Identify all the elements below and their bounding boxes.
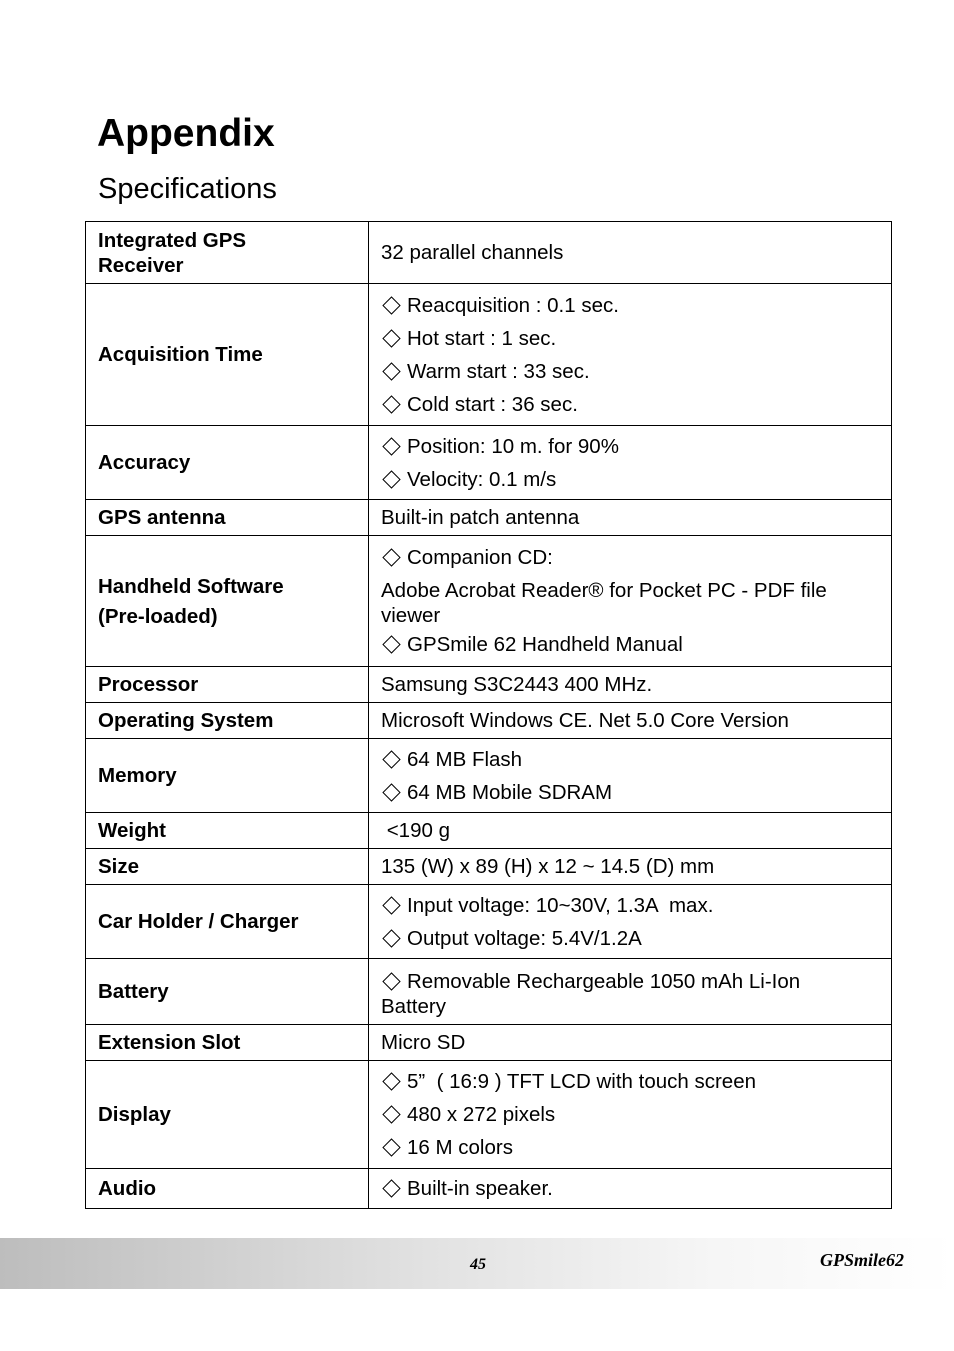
- spec-row: [86, 667, 892, 703]
- spec-value-bullet: [381, 541, 879, 574]
- spec-value: [369, 284, 892, 426]
- spec-label-line: Memory: [98, 764, 177, 787]
- spec-label-line: Accuracy: [98, 451, 191, 474]
- spec-value-bullet: [381, 776, 879, 809]
- spec-row: [86, 222, 892, 284]
- spec-value-text: 135 (W) x 89 (H) x 12 ~ 14.5 (D) mm: [381, 855, 715, 878]
- spec-row: [86, 849, 892, 885]
- spec-row: [86, 703, 892, 739]
- spec-value-text: Reacquisition : 0.1 sec.: [407, 293, 619, 317]
- spec-value-text: Adobe Acrobat Reader® for Pocket PC - PDF file: [381, 579, 827, 602]
- spec-row: [86, 739, 892, 813]
- specifications-table-body: [86, 222, 892, 1209]
- spec-label-line: Processor: [98, 673, 199, 696]
- spec-value-text: 64 MB Mobile SDRAM: [407, 780, 613, 804]
- spec-value-text: Warm start : 33 sec.: [407, 359, 590, 383]
- spec-value: [369, 222, 892, 284]
- diamond-bullet-icon: [382, 783, 400, 801]
- diamond-bullet-icon: [382, 635, 400, 653]
- spec-value-text: Velocity: 0.1 m/s: [407, 467, 557, 491]
- spec-row: [86, 500, 892, 536]
- spec-value-line: [381, 505, 879, 530]
- spec-label-line: Display: [98, 1103, 171, 1126]
- spec-value-text: Cold start : 36 sec.: [407, 392, 578, 416]
- spec-row: [86, 885, 892, 959]
- spec-value-bullet: [381, 743, 879, 776]
- spec-value-line: [381, 994, 879, 1019]
- spec-label-line: Size: [98, 855, 140, 878]
- spec-label: [86, 1061, 369, 1169]
- diamond-bullet-icon: [382, 362, 400, 380]
- spec-value-text: Removable Rechargeable 1050 mAh Li-Ion: [407, 969, 801, 993]
- spec-value-bullet: [381, 463, 879, 496]
- spec-label: [86, 703, 369, 739]
- spec-value: [369, 739, 892, 813]
- spec-label: [86, 1169, 369, 1209]
- spec-label-line: GPS antenna: [98, 506, 226, 529]
- diamond-bullet-icon: [382, 896, 400, 914]
- spec-label: [86, 222, 369, 284]
- spec-label-line: Car Holder / Charger: [98, 910, 299, 933]
- spec-value: [369, 813, 892, 849]
- spec-value-text: Samsung S3C2443 400 MHz.: [381, 673, 653, 696]
- spec-row: [86, 284, 892, 426]
- spec-value-text: Built-in patch antenna: [381, 506, 580, 529]
- spec-value-text: Companion CD:: [407, 546, 553, 569]
- spec-value-text: viewer: [381, 604, 441, 627]
- spec-value-text: Output voltage: 5.4V/1.2A: [407, 926, 642, 950]
- spec-value-text: GPSmile 62 Handheld Manual: [407, 633, 683, 656]
- spec-label: [86, 813, 369, 849]
- section-title: Specifications: [98, 173, 277, 205]
- spec-label-line: Weight: [98, 819, 166, 842]
- spec-value-bullet: [381, 922, 879, 955]
- spec-row: [86, 959, 892, 1025]
- spec-value-line: [381, 603, 879, 628]
- diamond-bullet-icon: [382, 470, 400, 488]
- page-title: Appendix: [97, 112, 275, 155]
- spec-value-bullet: [381, 1098, 879, 1131]
- diamond-bullet-icon: [382, 296, 400, 314]
- spec-label: [86, 284, 369, 426]
- spec-label: [86, 426, 369, 500]
- spec-row: [86, 1025, 892, 1061]
- spec-label: [86, 500, 369, 536]
- spec-label-line: Battery: [98, 980, 169, 1003]
- spec-value-text: Microsoft Windows CE. Net 5.0 Core Version: [381, 709, 789, 732]
- spec-value-bullet: [381, 1065, 879, 1098]
- spec-label: [86, 667, 369, 703]
- spec-value-bullet: [381, 430, 879, 463]
- spec-row: [86, 1061, 892, 1169]
- spec-value-line: [381, 1030, 879, 1055]
- diamond-bullet-icon: [382, 548, 400, 566]
- spec-value: [369, 885, 892, 959]
- spec-label: [86, 885, 369, 959]
- spec-value-text: 32 parallel channels: [381, 241, 564, 264]
- spec-value-bullet: [381, 1131, 879, 1164]
- diamond-bullet-icon: [382, 395, 400, 413]
- spec-value-line: [381, 708, 879, 733]
- spec-label-line: Extension Slot: [98, 1031, 241, 1054]
- spec-value-bullet: [381, 1176, 879, 1201]
- spec-value-bullet: [381, 322, 879, 355]
- spec-value: [369, 849, 892, 885]
- spec-value: [369, 426, 892, 500]
- spec-value: [369, 1061, 892, 1169]
- spec-label: [86, 1025, 369, 1061]
- spec-value: [369, 703, 892, 739]
- spec-label-line: Operating System: [98, 709, 274, 732]
- spec-value-line: [381, 672, 879, 697]
- spec-value-text: Built-in speaker.: [407, 1177, 553, 1200]
- spec-value-line: [381, 854, 879, 879]
- diamond-bullet-icon: [382, 1138, 400, 1156]
- product-name: GPSmile62: [820, 1250, 904, 1270]
- spec-value-text: 5” ( 16:9 ) TFT LCD with touch screen: [407, 1070, 757, 1093]
- spec-value-text: 64 MB Flash: [407, 747, 523, 771]
- spec-row: [86, 536, 892, 667]
- spec-value-line: [381, 574, 879, 607]
- spec-label: [86, 536, 369, 667]
- spec-label: [86, 739, 369, 813]
- spec-value-bullet: [381, 628, 879, 661]
- spec-value-line: [381, 240, 879, 265]
- spec-value: [369, 667, 892, 703]
- spec-value-line: [381, 818, 879, 843]
- spec-value-text: Input voltage: 10~30V, 1.3A max.: [407, 893, 714, 917]
- diamond-bullet-icon: [382, 929, 400, 947]
- diamond-bullet-icon: [382, 1072, 400, 1090]
- page-number: 45: [470, 1256, 486, 1273]
- spec-label-line: (Pre-loaded): [98, 604, 218, 628]
- diamond-bullet-icon: [382, 750, 400, 768]
- spec-row: [86, 813, 892, 849]
- spec-label-line: Integrated GPS: [98, 228, 247, 252]
- spec-value: [369, 1025, 892, 1061]
- spec-value-text: Position: 10 m. for 90%: [407, 434, 619, 458]
- spec-value: [369, 536, 892, 667]
- spec-value-text: <190 g: [381, 819, 450, 842]
- spec-value: [369, 500, 892, 536]
- spec-value-text: 16 M colors: [407, 1136, 513, 1159]
- diamond-bullet-icon: [382, 1179, 400, 1197]
- spec-row: [86, 1169, 892, 1209]
- spec-value-text: Hot start : 1 sec.: [407, 326, 557, 350]
- spec-label: [86, 849, 369, 885]
- spec-value-text: Battery: [381, 994, 446, 1018]
- spec-value: [369, 959, 892, 1025]
- spec-label-line: Acquisition Time: [98, 343, 263, 366]
- spec-value-bullet: [381, 889, 879, 922]
- spec-value-text: 480 x 272 pixels: [407, 1103, 556, 1126]
- spec-row: [86, 426, 892, 500]
- spec-value-bullet: [381, 289, 879, 322]
- spec-label-line: Audio: [98, 1177, 157, 1200]
- diamond-bullet-icon: [382, 329, 400, 347]
- diamond-bullet-icon: [382, 1105, 400, 1123]
- spec-value-text: Micro SD: [381, 1031, 466, 1054]
- spec-value-bullet: [381, 388, 879, 421]
- spec-value: [369, 1169, 892, 1209]
- spec-label-line: Receiver: [98, 253, 184, 277]
- diamond-bullet-icon: [382, 437, 400, 455]
- spec-label-line: Handheld Software: [98, 574, 284, 598]
- spec-label: [86, 959, 369, 1025]
- diamond-bullet-icon: [382, 972, 400, 990]
- spec-value-bullet: [381, 355, 879, 388]
- specifications-table: [85, 221, 892, 1209]
